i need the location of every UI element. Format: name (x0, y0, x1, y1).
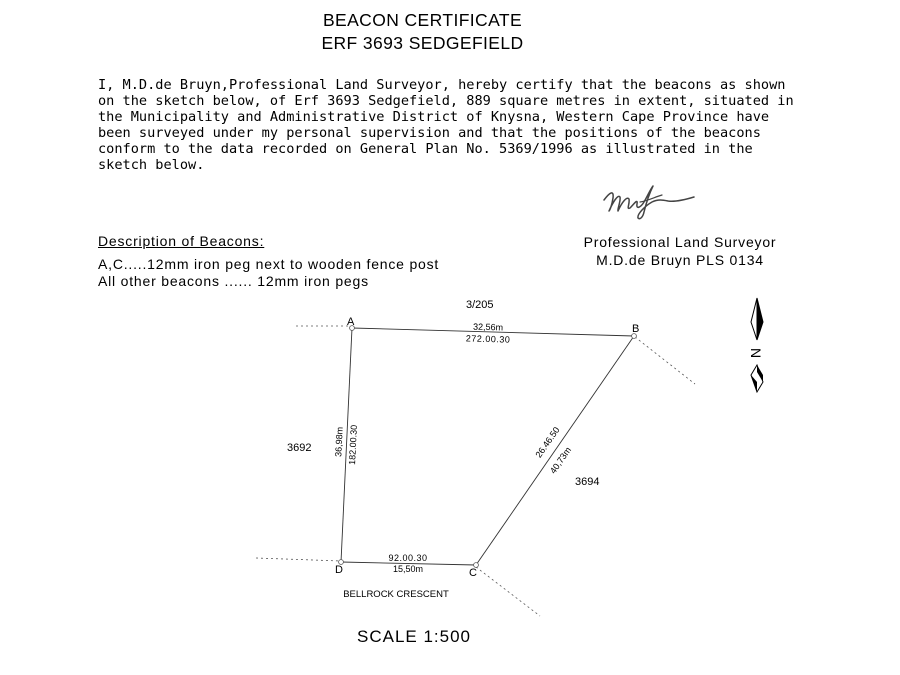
north-label: N (748, 348, 764, 359)
beacon-description-line: All other beacons ...... 12mm iron pegs (98, 273, 369, 289)
erf-title: ERF 3693 SEDGEFIELD (321, 33, 524, 53)
neighbour-west-label: 3692 (287, 442, 312, 454)
scale-label: SCALE 1:500 (357, 627, 472, 646)
certificate-line: conform to the data recorded on General Plan No. 5369/1996 as illustrated in the (98, 141, 753, 157)
side-cd-length: 15,50m (392, 564, 424, 574)
beacon-d-label: D (335, 564, 343, 576)
north-arrow (751, 298, 763, 392)
beacon-description-line: A,C.....12mm iron peg next to wooden fence post (98, 256, 440, 272)
beacon-c-label: C (469, 567, 477, 579)
side-ab-length: 32,56m (472, 321, 504, 333)
side-ab-bearing: 272.00.30 (465, 333, 511, 345)
side-bc-bearing: 26.46.50 (533, 425, 562, 460)
side-da-bearing: 182.00.30 (347, 424, 359, 466)
surveyor-title: Professional Land Surveyor (583, 234, 777, 250)
beacon-a-label: A (347, 316, 355, 328)
certificate-line: sketch below. (98, 157, 205, 173)
boundary-bc (476, 336, 634, 565)
beacon-b-label: B (632, 323, 640, 335)
side-da-length: 36,98m (333, 426, 345, 458)
neighbour-east-label: 3694 (575, 476, 600, 488)
surveyor-name: M.D.de Bruyn PLS 0134 (596, 252, 764, 268)
side-bc-length: 40,73m (547, 445, 574, 476)
side-cd-bearing: 92.00.30 (388, 553, 428, 563)
certificate-line: been surveyed under my personal supervision and that the positions of the beacons (98, 125, 761, 141)
certificate-line: I, M.D.de Bruyn,Professional Land Surveyor, hereby certify that the beacons as shown (98, 77, 786, 93)
beacon-description-heading: Description of Beacons: (98, 233, 265, 249)
neighbour-north-label: 3/205 (466, 299, 494, 311)
certificate-line: on the sketch below, of Erf 3693 Sedgefield, 889 square metres in extent, situated in (98, 93, 794, 109)
certificate-line: the Municipality and Administrative District of Knysna, Western Cape Province have (98, 109, 770, 125)
extension-line-b (635, 337, 695, 384)
road-name: BELLROCK CRESCENT (343, 589, 449, 600)
extension-line-d (256, 558, 341, 561)
certificate-title: BEACON CERTIFICATE (322, 10, 523, 30)
extension-line-c (476, 567, 540, 616)
